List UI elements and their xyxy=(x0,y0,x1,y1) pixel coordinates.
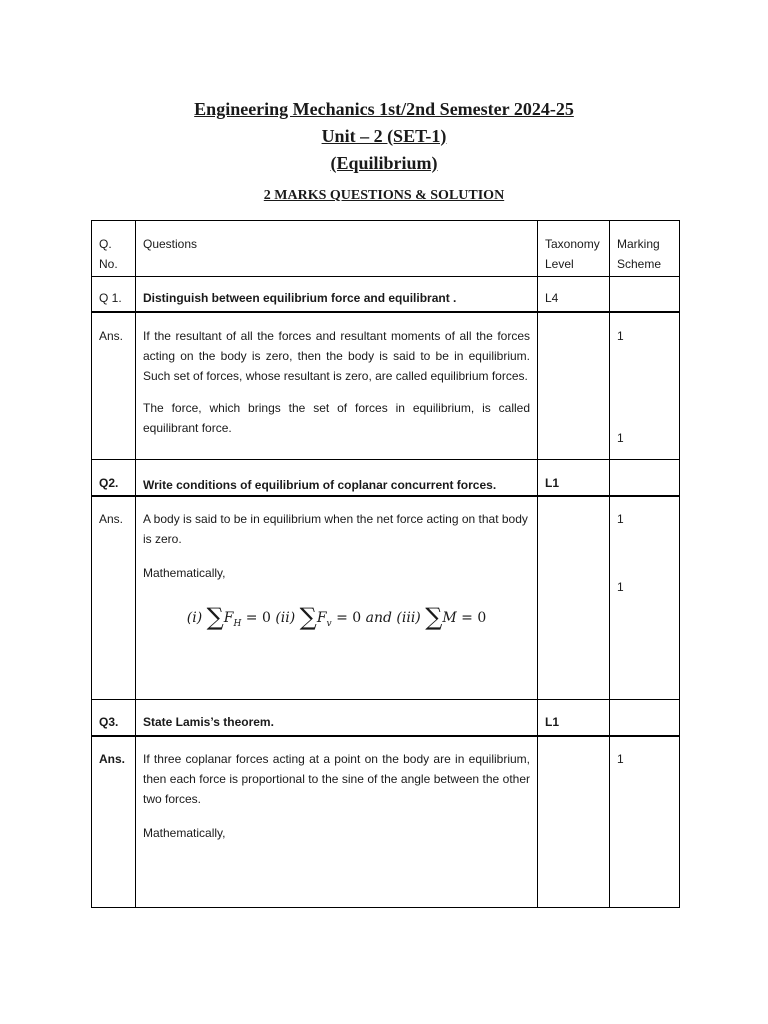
answer-paragraph: The force, which brings the set of forces in equilibrium, is called equilibrant force. xyxy=(143,400,530,435)
answer-cell xyxy=(136,496,538,699)
marking-cell xyxy=(610,699,680,736)
table-row xyxy=(92,496,680,699)
marking-cell xyxy=(610,736,680,907)
answer-cell xyxy=(136,312,538,460)
table-row xyxy=(92,277,680,312)
document-title: Engineering Mechanics 1st/2nd Semester 2024-25 xyxy=(194,99,574,119)
taxonomy-level: L4 xyxy=(538,277,610,312)
unit-heading: Unit – 2 (SET-1) xyxy=(321,126,447,146)
header-marking: Marking Scheme xyxy=(610,221,680,277)
topic-heading: (Equilibrium) xyxy=(330,153,438,173)
mark-value: 1 xyxy=(617,328,624,343)
question-number: Q 1. xyxy=(92,277,136,312)
answer-label: Ans. xyxy=(92,496,136,699)
header-taxonomy: Taxonomy Level xyxy=(538,221,610,277)
mark-value: 1 xyxy=(617,430,624,445)
mark-value: 1 xyxy=(617,752,624,766)
taxonomy-cell xyxy=(538,496,610,699)
question-text: Write conditions of equilibrium of coplanar concurrent forces. xyxy=(136,460,538,497)
table-row xyxy=(92,736,680,907)
answer-paragraph: Mathematically, xyxy=(143,566,226,580)
question-number: Q2. xyxy=(92,460,136,497)
taxonomy-level: L1 xyxy=(538,460,610,497)
answer-paragraph: Mathematically, xyxy=(143,826,226,840)
marking-cell xyxy=(610,277,680,312)
table-row xyxy=(92,312,680,460)
taxonomy-cell xyxy=(538,736,610,907)
answer-paragraph: A body is said to be in equilibrium when the net force acting on that body is zero. xyxy=(143,512,528,546)
answer-paragraph: If three coplanar forces acting at a point on the body are in equilibrium, then each force is proportional to the sine of the angle between the other two forces. xyxy=(143,752,530,806)
answer-cell xyxy=(136,736,538,907)
equilibrium-formula: (i) $\sum F_H = 0$ (ii) $\sum F_v = 0$ and (iii) ∑M = 0 xyxy=(186,603,487,631)
table-header-row xyxy=(92,221,680,277)
questions-table xyxy=(91,220,680,908)
question-text: State Lamis’s theorem. xyxy=(136,699,538,736)
section-heading: 2 MARKS QUESTIONS & SOLUTION xyxy=(263,188,505,203)
mark-value: 1 xyxy=(617,580,624,594)
sigma-symbol: ∑ xyxy=(425,603,443,631)
sigma-symbol: ∑ xyxy=(206,603,224,631)
marking-cell xyxy=(610,312,680,460)
answer-label: Ans. xyxy=(92,312,136,460)
marking-cell xyxy=(610,496,680,699)
table-row xyxy=(92,460,680,497)
document-header xyxy=(0,96,768,206)
taxonomy-level: L1 xyxy=(538,699,610,736)
header-qno: Q. No. xyxy=(92,221,136,277)
taxonomy-cell xyxy=(538,312,610,460)
question-number: Q3. xyxy=(92,699,136,736)
marking-cell xyxy=(610,460,680,497)
header-questions: Questions xyxy=(136,221,538,277)
mark-value: 1 xyxy=(617,512,624,526)
question-text: Distinguish between equilibrium force and equilibrant . xyxy=(136,277,538,312)
answer-paragraph: If the resultant of all the forces and resultant moments of all the forces acting on the body is zero, then the body is said to be in equilibrium. Such set of forces, whose resultant is zero, are called equilibrium forces. xyxy=(143,328,530,383)
sigma-symbol: ∑ xyxy=(299,603,317,631)
table-row xyxy=(92,699,680,736)
answer-label: Ans. xyxy=(92,736,136,907)
